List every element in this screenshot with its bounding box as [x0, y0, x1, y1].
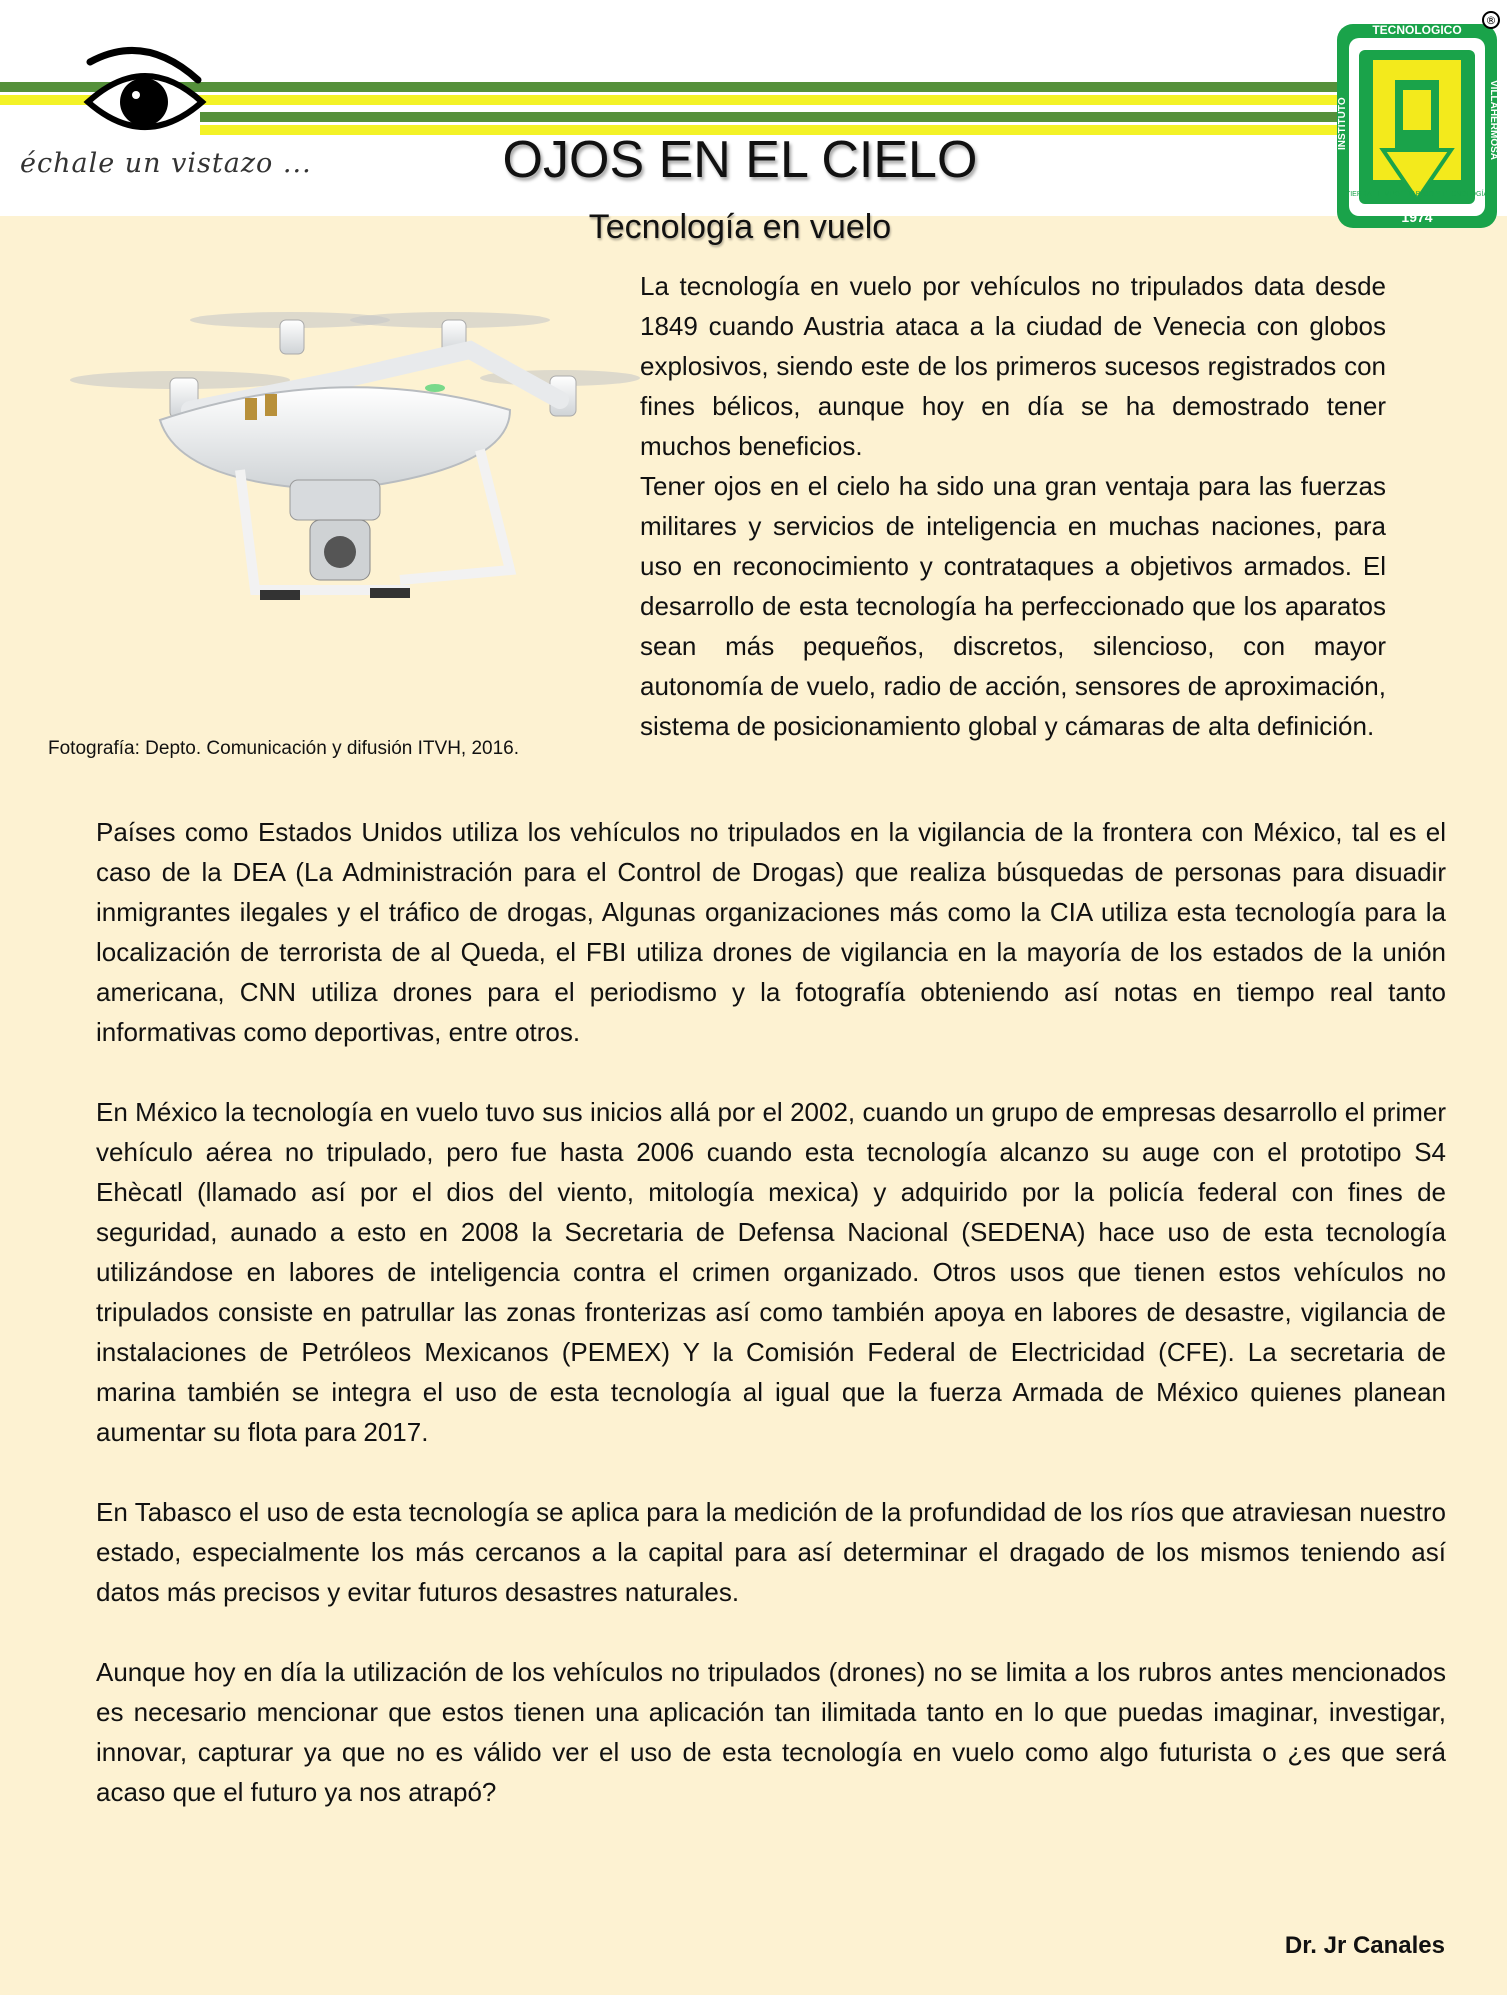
logo-year: 1974 [1401, 209, 1433, 225]
institute-logo [1333, 10, 1503, 232]
logo-left-text: INSTITUTO [1337, 97, 1348, 150]
intro-text [640, 266, 1386, 746]
body-paragraph: Países como Estados Unidos utiliza los vehículos no tripulados en la vigilancia de la frontera con México, tal es el caso de la DEA (La Administración para el Control de Drogas) que realiza búsquedas de personas para disuadir inmigrantes ilegales y el tráfico de drogas, Algunas organizaciones más como la CIA utiliza esta tecnología para la localización de terrorista de al Queda, el FBI utiliza drones de vigilancia en la mayoría de los estados de la unión americana, CNN utiliza drones para el periodismo y la fotografía obteniendo así notas en tiempo real tanto informativas como deportivas, entre otros. [96, 817, 1446, 1047]
logo-right-text: VILLAHERMOSA [1488, 80, 1499, 160]
header-stripe-green-bottom [200, 112, 1340, 122]
page-title: OJOS EN EL CIELO [502, 131, 978, 189]
logo-inner-text: TIERRA TIEMPO TRABAJO Y TECNOLOGÍA [1345, 191, 1489, 198]
drone-image [40, 270, 640, 630]
intro-paragraph: La tecnología en vuelo por vehículos no tripulados data desde 1849 cuando Austria ataca a la ciudad de Venecia con globos explosivos, siendo este de los primeros sucesos registrados con fines bélicos, aunque hoy en día se ha demostrado tener muchos beneficios. [640, 271, 1386, 461]
registered-mark: ® [1485, 14, 1497, 27]
body-paragraph: Aunque hoy en día la utilización de los vehículos no tripulados (drones) no se limita a los rubros antes mencionados es necesario mencionar que estos tienen una aplicación tan ilimitada tanto en lo que puedas imaginar, investigar, innovar, capturar ya que no es válido ver el uso de esta tecnología en vuelo como algo futurista o ¿es que será acaso que el futuro ya nos atrapó? [96, 1657, 1446, 1807]
body-paragraph: En México la tecnología en vuelo tuvo sus inicios allá por el 2002, cuando un grupo de empresas desarrollo el primer vehículo aérea no tripulado, pero fue hasta 2006 cuando esta tecnología alcanzo su auge con el prototipo S4 Ehècatl (llamado así por el dios del viento, mitología mexica) y adquirido por la policía federal con fines de seguridad, aunado a esto en 2008 la Secretaria de Defensa Nacional (SEDENA) hace uso de esta tecnología utilizándose en labores de inteligencia contra el crimen organizado. Otros usos que tienen estos vehículos no tripulados consiste en patrullar las zonas fronterizas así como también apoya en labores de desastre, vigilancia de instalaciones de Petróleos Mexicanos (PEMEX) Y la Comisión Federal de Electricidad (CFE). La secretaria de marina también se integra el uso de esta tecnología al igual que la fuerza Armada de México quienes planean aumentar su flota para 2017. [96, 1097, 1446, 1447]
intro-paragraph: Tener ojos en el cielo ha sido una gran ventaja para las fuerzas militares y servicios de inteligencia en muchas naciones, para uso en reconocimiento y contrataques a objetivos armados. El desarrollo de esta tecnología ha perfeccionado que los aparatos sean más pequeños, discretos, silencioso, con mayor autonomía de vuelo, radio de acción, sensores de aproximación, sistema de posicionamiento global y cámaras de alta definición. [640, 471, 1386, 741]
body-paragraph: En Tabasco el uso de esta tecnología se aplica para la medición de la profundidad de los ríos que atraviesan nuestro estado, especialmente los más cercanos a la capital para así determinar el dragado de los mismos teniendo así datos más precisos y evitar futuros desastres naturales. [96, 1497, 1446, 1607]
eye-icon [70, 40, 220, 160]
author-signature: Dr. Jr Canales [1284, 1932, 1445, 1959]
logo-top-text: TECNOLOGICO [1372, 23, 1462, 37]
photo-caption: Fotografía: Depto. Comunicación y difusión ITVH, 2016. [48, 738, 520, 759]
page-subtitle: Tecnología en vuelo [588, 208, 892, 246]
tagline: échale un vistazo ... [20, 148, 312, 179]
article-body [96, 812, 1446, 1852]
